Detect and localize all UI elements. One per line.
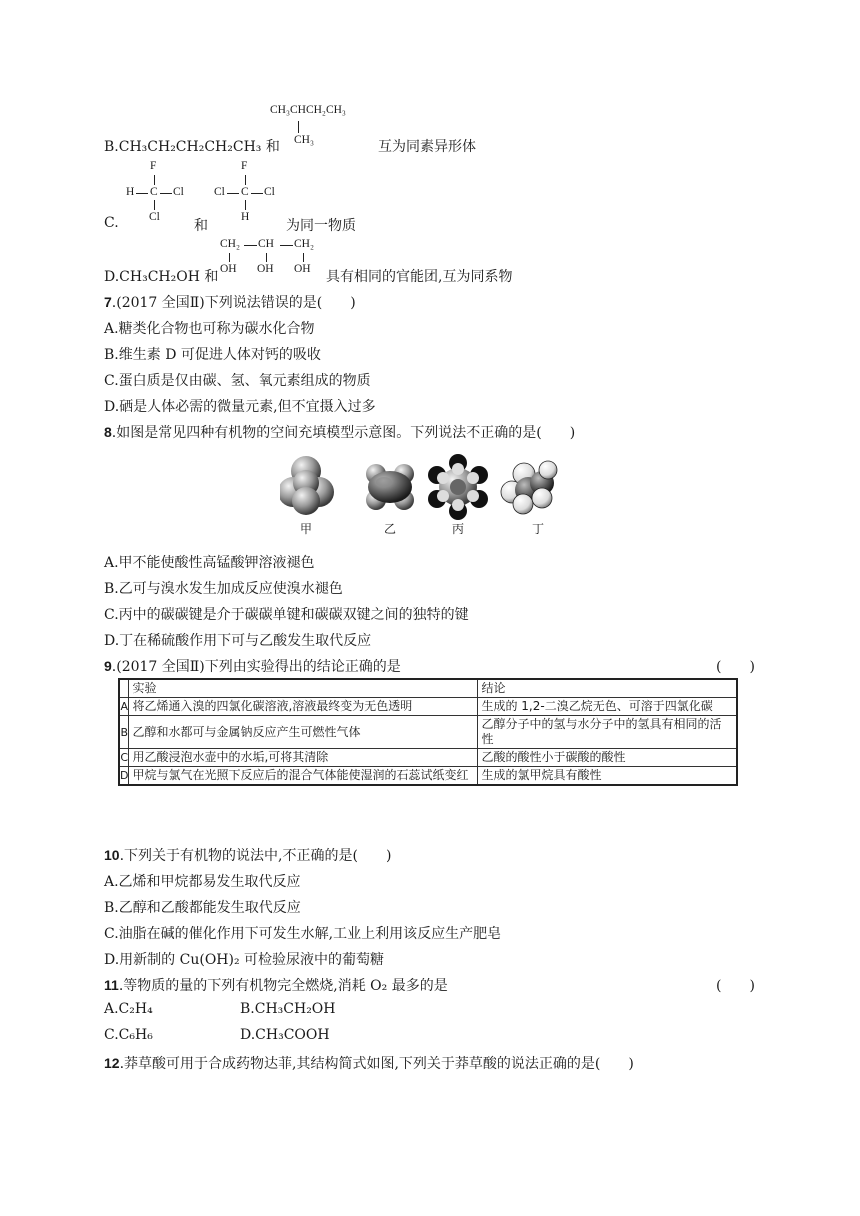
model-jia-methane bbox=[280, 456, 334, 515]
d-oh-1: OH bbox=[220, 263, 237, 275]
d-oh-bond-1 bbox=[229, 253, 230, 262]
d-chain-2: CH bbox=[258, 238, 274, 250]
q7-option-b: B.维生素 D 可促进人体对钙的吸收 bbox=[104, 347, 321, 363]
q11-option-d: D.CH₃COOH bbox=[240, 1027, 330, 1043]
row-conclusion: 乙酸的酸性小于碳酸的酸性 bbox=[478, 749, 737, 767]
b-prefix: B.CH₃CH₂CH₂CH₂CH₃ 和 bbox=[104, 139, 280, 155]
b-branch-top: CH₃CHCH₂CH₃ bbox=[270, 104, 346, 116]
c-suffix: 为同一物质 bbox=[286, 218, 356, 234]
q8-stem bbox=[104, 422, 575, 442]
row-key: D bbox=[119, 767, 129, 786]
model-ding-ethanol bbox=[501, 461, 557, 514]
q9-experiment-table bbox=[118, 678, 738, 786]
label-yi: 乙 bbox=[384, 522, 397, 536]
model-bing-benzene bbox=[428, 454, 488, 520]
q10-option-d: D.用新制的 Cu(OH)₂ 可检验尿液中的葡萄糖 bbox=[104, 952, 385, 968]
row-experiment: 用乙酸浸泡水壶中的水垢,可将其清除 bbox=[129, 749, 478, 767]
row-experiment: 乙醇和水都可与金属钠反应产生可燃性气体 bbox=[129, 716, 478, 749]
d-chain-1: CH₂ bbox=[220, 238, 240, 250]
b-branch-bottom: CH₃ bbox=[294, 134, 314, 146]
q12-number: 12 bbox=[104, 1055, 120, 1071]
q9-answer-bracket: ( ) bbox=[716, 659, 755, 675]
d-prefix: D.CH₃CH₂OH 和 bbox=[104, 269, 219, 285]
label-bing: 丙 bbox=[452, 522, 465, 536]
q11-option-c: C.C₆H₆ bbox=[104, 1027, 153, 1043]
q11-answer-bracket: ( ) bbox=[716, 978, 755, 994]
q7-option-c: C.蛋白质是仅由碳、氢、氧元素组成的物质 bbox=[104, 373, 371, 389]
q10-stem-text: .下列关于有机物的说法中,不正确的是( ) bbox=[119, 848, 392, 864]
q10-option-c: C.油脂在碱的催化作用下可发生水解,工业上利用该反应生产肥皂 bbox=[104, 926, 502, 942]
q7-number: 7 bbox=[104, 294, 112, 310]
q8-option-b: B.乙可与溴水发生加成反应使溴水褪色 bbox=[104, 581, 343, 597]
header-experiment: 实验 bbox=[129, 679, 478, 698]
c1-bond-left bbox=[136, 193, 148, 194]
row-conclusion: 生成的氯甲烷具有酸性 bbox=[478, 767, 737, 786]
d-oh-3: OH bbox=[294, 263, 311, 275]
q8-option-d: D.丁在稀硫酸作用下可与乙酸发生取代反应 bbox=[104, 633, 372, 649]
c1-bond-right bbox=[160, 193, 172, 194]
model-yi-ethylene bbox=[366, 464, 414, 510]
c2-bond-left bbox=[227, 193, 239, 194]
q12-stem-text: .莽草酸可用于合成药物达菲,其结构简式如图,下列关于莽草酸的说法正确的是( ) bbox=[119, 1056, 634, 1072]
space-filling-models-figure bbox=[280, 452, 560, 542]
c2-bond-right bbox=[251, 193, 263, 194]
q7-option-a: A.糖类化合物也可称为碳水化合物 bbox=[104, 321, 315, 337]
table-row bbox=[119, 767, 737, 786]
q11-option-a: A.C₂H₄ bbox=[104, 1001, 153, 1017]
row-conclusion: 生成的 1,2-二溴乙烷无色、可溶于四氯化碳 bbox=[478, 698, 737, 716]
c1-center: C bbox=[150, 186, 158, 198]
d-chain-bond-2 bbox=[280, 245, 293, 246]
q8-number: 8 bbox=[104, 424, 112, 440]
c2-bond-top bbox=[245, 175, 246, 185]
c1-top: F bbox=[150, 160, 157, 172]
q8-stem-text: .如图是常见四种有机物的空间充填模型示意图。下列说法不正确的是( ) bbox=[111, 425, 576, 441]
d-oh-2: OH bbox=[257, 263, 274, 275]
row-key: A bbox=[119, 698, 129, 716]
c2-center: C bbox=[241, 186, 249, 198]
q11-stem-text: .等物质的量的下列有机物完全燃烧,消耗 O₂ 最多的是 bbox=[118, 978, 448, 994]
b-branch-bond bbox=[298, 121, 299, 133]
d-oh-bond-3 bbox=[303, 253, 304, 262]
c2-top: F bbox=[241, 160, 248, 172]
q12-stem bbox=[104, 1053, 634, 1073]
row-experiment: 将乙烯通入溴的四氯化碳溶液,溶液最终变为无色透明 bbox=[129, 698, 478, 716]
row-experiment: 甲烷与氯气在光照下反应后的混合气体能使湿润的石蕊试纸变红 bbox=[129, 767, 478, 786]
c-prefix: C. bbox=[104, 215, 119, 231]
c2-left: Cl bbox=[214, 186, 225, 198]
d-chain-3: CH₂ bbox=[294, 238, 314, 250]
c1-bond-top bbox=[154, 175, 155, 185]
b-suffix: 互为同素异形体 bbox=[378, 139, 476, 155]
q11-number: 11 bbox=[104, 977, 119, 993]
c2-bond-bottom bbox=[245, 200, 246, 210]
c2-right: Cl bbox=[264, 186, 275, 198]
d-oh-bond-2 bbox=[266, 253, 267, 262]
c1-bond-bottom bbox=[154, 200, 155, 210]
c2-bottom: H bbox=[241, 211, 250, 223]
q9-number: 9 bbox=[104, 658, 112, 674]
label-jia: 甲 bbox=[300, 522, 313, 536]
q11-stem bbox=[104, 975, 448, 995]
q10-option-b: B.乙醇和乙酸都能发生取代反应 bbox=[104, 900, 301, 916]
q8-option-c: C.丙中的碳碳键是介于碳碳单键和碳碳双键之间的独特的键 bbox=[104, 607, 469, 623]
q10-option-a: A.乙烯和甲烷都易发生取代反应 bbox=[104, 874, 301, 890]
q8-option-a: A.甲不能使酸性高锰酸钾溶液褪色 bbox=[104, 555, 315, 571]
header-conclusion: 结论 bbox=[478, 679, 737, 698]
c-and: 和 bbox=[194, 218, 208, 234]
q11-option-b: B.CH₃CH₂OH bbox=[240, 1001, 336, 1017]
q7-option-d: D.硒是人体必需的微量元素,但不宜摄入过多 bbox=[104, 399, 376, 415]
row-key: B bbox=[119, 716, 129, 749]
label-ding: 丁 bbox=[532, 522, 545, 536]
q9-stem bbox=[104, 656, 401, 676]
q6-option-b bbox=[104, 136, 280, 156]
q7-stem bbox=[104, 292, 356, 312]
d-chain-bond-1 bbox=[244, 245, 257, 246]
row-key: C bbox=[119, 749, 129, 767]
row-conclusion: 乙醇分子中的氢与水分子中的氢具有相同的活性 bbox=[478, 716, 737, 749]
q10-number: 10 bbox=[104, 847, 120, 863]
q10-stem bbox=[104, 845, 391, 865]
table-row bbox=[119, 716, 737, 749]
table-row bbox=[119, 749, 737, 767]
q9-stem-text: .(2017 全国Ⅱ)下列由实验得出的结论正确的是 bbox=[111, 659, 401, 675]
table-header-row bbox=[119, 679, 737, 698]
q7-stem-text: .(2017 全国Ⅱ)下列说法错误的是( ) bbox=[111, 295, 356, 311]
c1-left: H bbox=[126, 186, 135, 198]
c1-bottom: Cl bbox=[149, 211, 160, 223]
table-row bbox=[119, 698, 737, 716]
d-suffix: 具有相同的官能团,互为同系物 bbox=[326, 269, 513, 285]
c1-right: Cl bbox=[173, 186, 184, 198]
